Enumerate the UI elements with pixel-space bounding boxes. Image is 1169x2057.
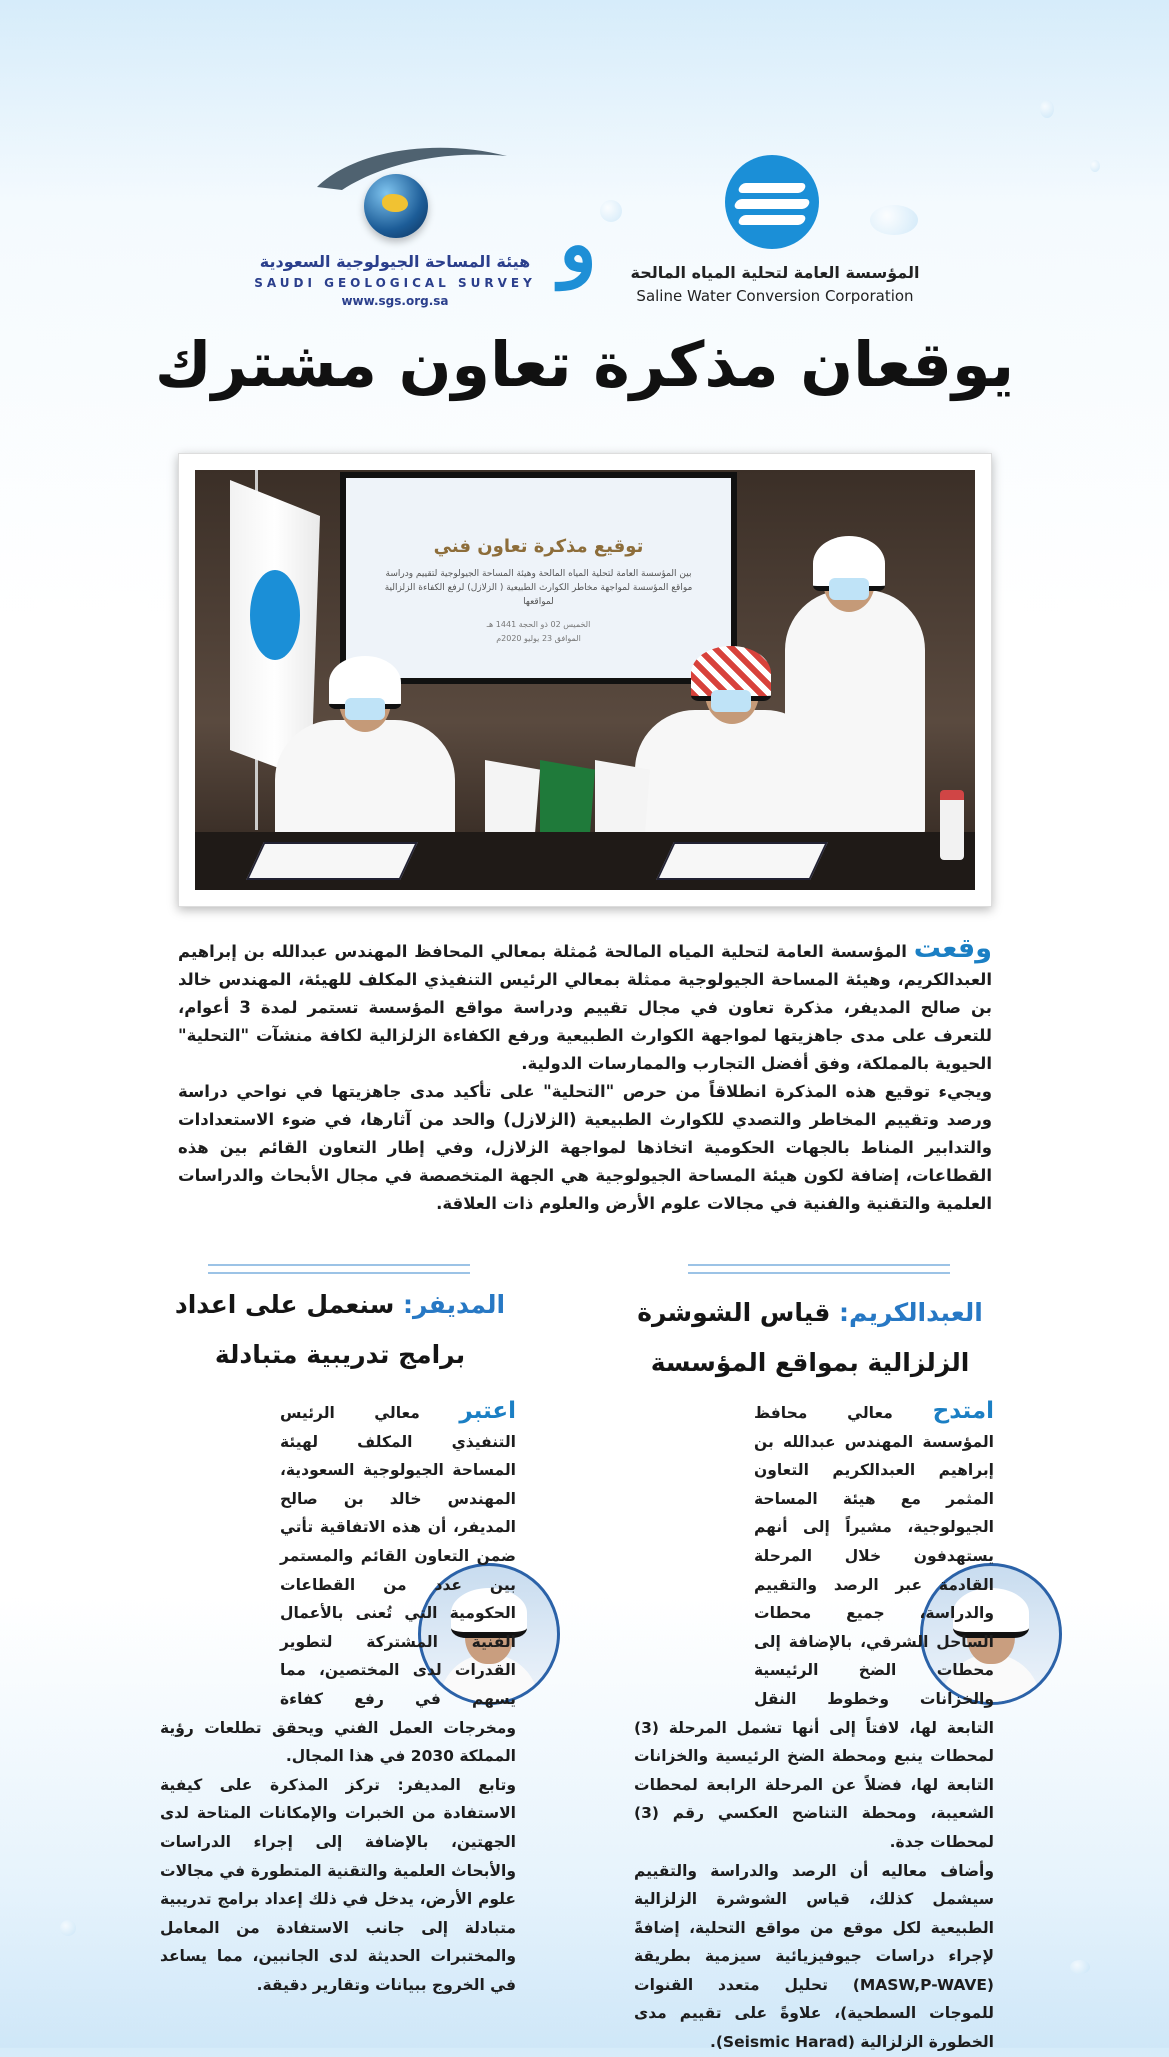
right-headline-text-1: قياس الشوشرة <box>637 1298 831 1327</box>
water-waves-icon <box>725 155 819 249</box>
right-headline-line-2: الزلزالية بمواقع المؤسسة <box>650 1348 970 1377</box>
screen-title: توقيع مذكرة تعاون فني <box>433 536 644 557</box>
left-headline-line-2: برامج تدريبية متبادلة <box>214 1340 466 1369</box>
sgs-name-arabic: هيئة المساحة الجيولوجية السعودية <box>259 252 531 271</box>
small-sgs-flag <box>595 760 650 840</box>
seated-official-left <box>275 650 455 850</box>
globe-icon <box>364 174 428 238</box>
sgs-name-english: SAUDI GEOLOGICAL SURVEY <box>254 276 536 290</box>
intro-lead-word: وقعت <box>913 933 993 964</box>
document-folder-left <box>246 842 418 880</box>
right-paragraph-1-text: معالي محافظ المؤسسة المهندس عبدالله بن إبراهيم العبدالكريم التعاون المثمر مع هيئة المساحة الجيولوجية، مشيراً إلى أنهم يستهدفون خلال المرحلة القادمة عبر الرصد والتقييم والدراسة، جميع محطات الساحل الشرقي، بالإضافة إلى محطات الضخ الرئيسية والخزانات وخطوط النقل التابعة لها، لافتاً إلى أنها تشمل المرحلة (3) لمحطات ينبع ومحطة الضخ الرئيسية والخزانات التابعة لها، فضلاً عن المرحلة الرابعة لمحطات الشعيبة، ومحطة التناضح العكسي رقم (3) لمحطات جدة. <box>634 1404 994 1851</box>
photo-scene <box>195 470 975 890</box>
left-headline-line-1 <box>150 1280 530 1330</box>
sgs-website: www.sgs.org.sa <box>341 294 449 308</box>
water-droplet <box>1090 160 1100 172</box>
screen-subtitle: بين المؤسسة العامة لتحلية المياه المالحة وهيئة المساحة الجيولوجية لتقييم ودراسة مواقع المؤسسة لمواجهة مخاطر الكوارث الطبيعية ( الزلازل) لرفع الكفاءة الزلزالية لمواقعها <box>384 569 693 607</box>
water-droplet <box>60 1920 76 1936</box>
right-column-headline <box>620 1288 1000 1388</box>
small-swcc-flag <box>485 760 540 840</box>
conjunction-glyph: و <box>559 199 597 290</box>
seated-official-right <box>635 640 825 850</box>
right-headline-line-1 <box>620 1288 1000 1338</box>
section-divider-left <box>208 1264 470 1274</box>
swcc-name-arabic: المؤسسة العامة لتحلية المياه المالحة <box>630 263 920 282</box>
swcc-name-english: Saline Water Conversion Corporation <box>636 287 914 305</box>
water-droplet <box>1070 1960 1090 1974</box>
right-lead-word: امتدح <box>932 1398 994 1424</box>
portrait-text-wrap-spacer <box>160 1547 280 1697</box>
intro-paragraph-1-text: المؤسسة العامة لتحلية المياه المالحة مُمثلة بمعالي المحافظ المهندس عبدالله بن إبراهيم العبدالكريم، وهيئة المساحة الجيولوجية ممثلة بمعالي الرئيس التنفيذي المكلف للهيئة، المهندس خالد بن صالح المديفر، مذكرة تعاون في مجال تقييم ودراسة مواقع المؤسسة تستمر لمدة 3 أعوام، للتعرف على مدى جاهزيتها لمواجهة الكوارث الطبيعية ورفع الكفاءة الزلزالية لكافة منشآت "التحلية" الحيوية بالمملكة، وفق أفضل التجارب والممارسات الدولية. <box>178 942 992 1073</box>
right-speaker-name: العبدالكريم: <box>839 1298 983 1327</box>
section-divider-right <box>688 1264 950 1274</box>
page-title: يوقعان مذكرة تعاون مشترك <box>154 328 1015 401</box>
left-headline-text-1: سنعمل على اعداد <box>174 1290 395 1319</box>
portrait-text-wrap-spacer <box>634 1547 754 1697</box>
left-column-headline <box>150 1280 530 1380</box>
water-droplet <box>1040 100 1054 118</box>
signing-photo <box>178 453 992 907</box>
screen-date-hijri: الخميس 02 ذو الحجة 1441 هـ <box>486 620 591 629</box>
intro-text <box>178 935 992 1218</box>
document-folder-right <box>656 842 828 880</box>
intro-paragraph-1 <box>178 935 992 1078</box>
sgs-logo <box>250 140 540 315</box>
intro-paragraph-2: ويجيء توقيع هذه المذكرة انطلاقاً من حرص "التحلية" على تأكيد مدى جاهزيتها في نواحي دراسة ورصد وتقييم المخاطر والتصدي للكوارث الطبيعية (الزلازل) والحد من آثارها، في ضوء الاستعدادات والتدابير المناط بالجهات الحكومية اتخاذها لمواجهة الزلازل، وفي إطار التعاون القائم بين هذه القطاعات، إضافة لكون هيئة المساحة الجيولوجية هي الجهة المتخصصة في مجال الأبحاث والدراسات العلمية والتقنية والفنية في مجالات علوم الأرض والعلوم ذات العلاقة. <box>178 1082 992 1213</box>
sanitizer-bottle <box>940 790 964 860</box>
left-lead-word: اعتبر <box>459 1398 516 1424</box>
swcc-flag-emblem <box>250 570 300 660</box>
right-column-body <box>634 1397 994 2057</box>
swcc-logo <box>630 155 920 315</box>
right-paragraph-2: وأضاف معاليه أن الرصد والدراسة والتقييم سيشمل كذلك، قياس الشوشرة الزلزالية الطبيعية لكل موقع من مواقع التحلية، إضافةً لإجراء دراسات جيوفيزيائية سيزمية بطريقة (MASW,P-WAVE) تحليل متعدد القنوات للموجات السطحية)، علاوةً على تقييم مدى الخطورة الزلزالية (Seismic Harad). <box>634 1861 994 2052</box>
saudi-flag <box>540 760 595 840</box>
screen-date-gregorian: الموافق 23 يوليو 2020م <box>496 634 581 643</box>
left-paragraph-2: وتابع المديفر: تركز المذكرة على كيفية الاستفادة من الخبرات والإمكانات المتاحة لدى الجهتين، بالإضافة إلى إجراء الدراسات والأبحاث العلمية والتقنية المتطورة في مجالات علوم الأرض، يدخل في ذلك إعداد برامج تدريبية متبادلة إلى جانب الاستفادة من المعامل والمختبرات الحديثة لدى الجانبين، مما يساعد في الخروج ببيانات وتقارير دقيقة. <box>160 1775 516 1994</box>
left-column-body <box>160 1397 516 1999</box>
left-paragraph-1-text: معالي الرئيس التنفيذي المكلف لهيئة المساحة الجيولوجية السعودية، المهندس خالد بن صالح المديفر، أن هذه الاتفاقية تأتي ضمن التعاون القائم والمستمر بين عدد من القطاعات الحكومية التي تُعنى بالأعمال الفنية المشتركة لتطوير القدرات لدى المختصين، مما يسهم في رفع كفاءة ومخرجات العمل الفني ويحقق تطلعات رؤية المملكة 2030 في هذا المجال. <box>160 1404 516 1766</box>
left-speaker-name: المديفر: <box>403 1290 506 1319</box>
